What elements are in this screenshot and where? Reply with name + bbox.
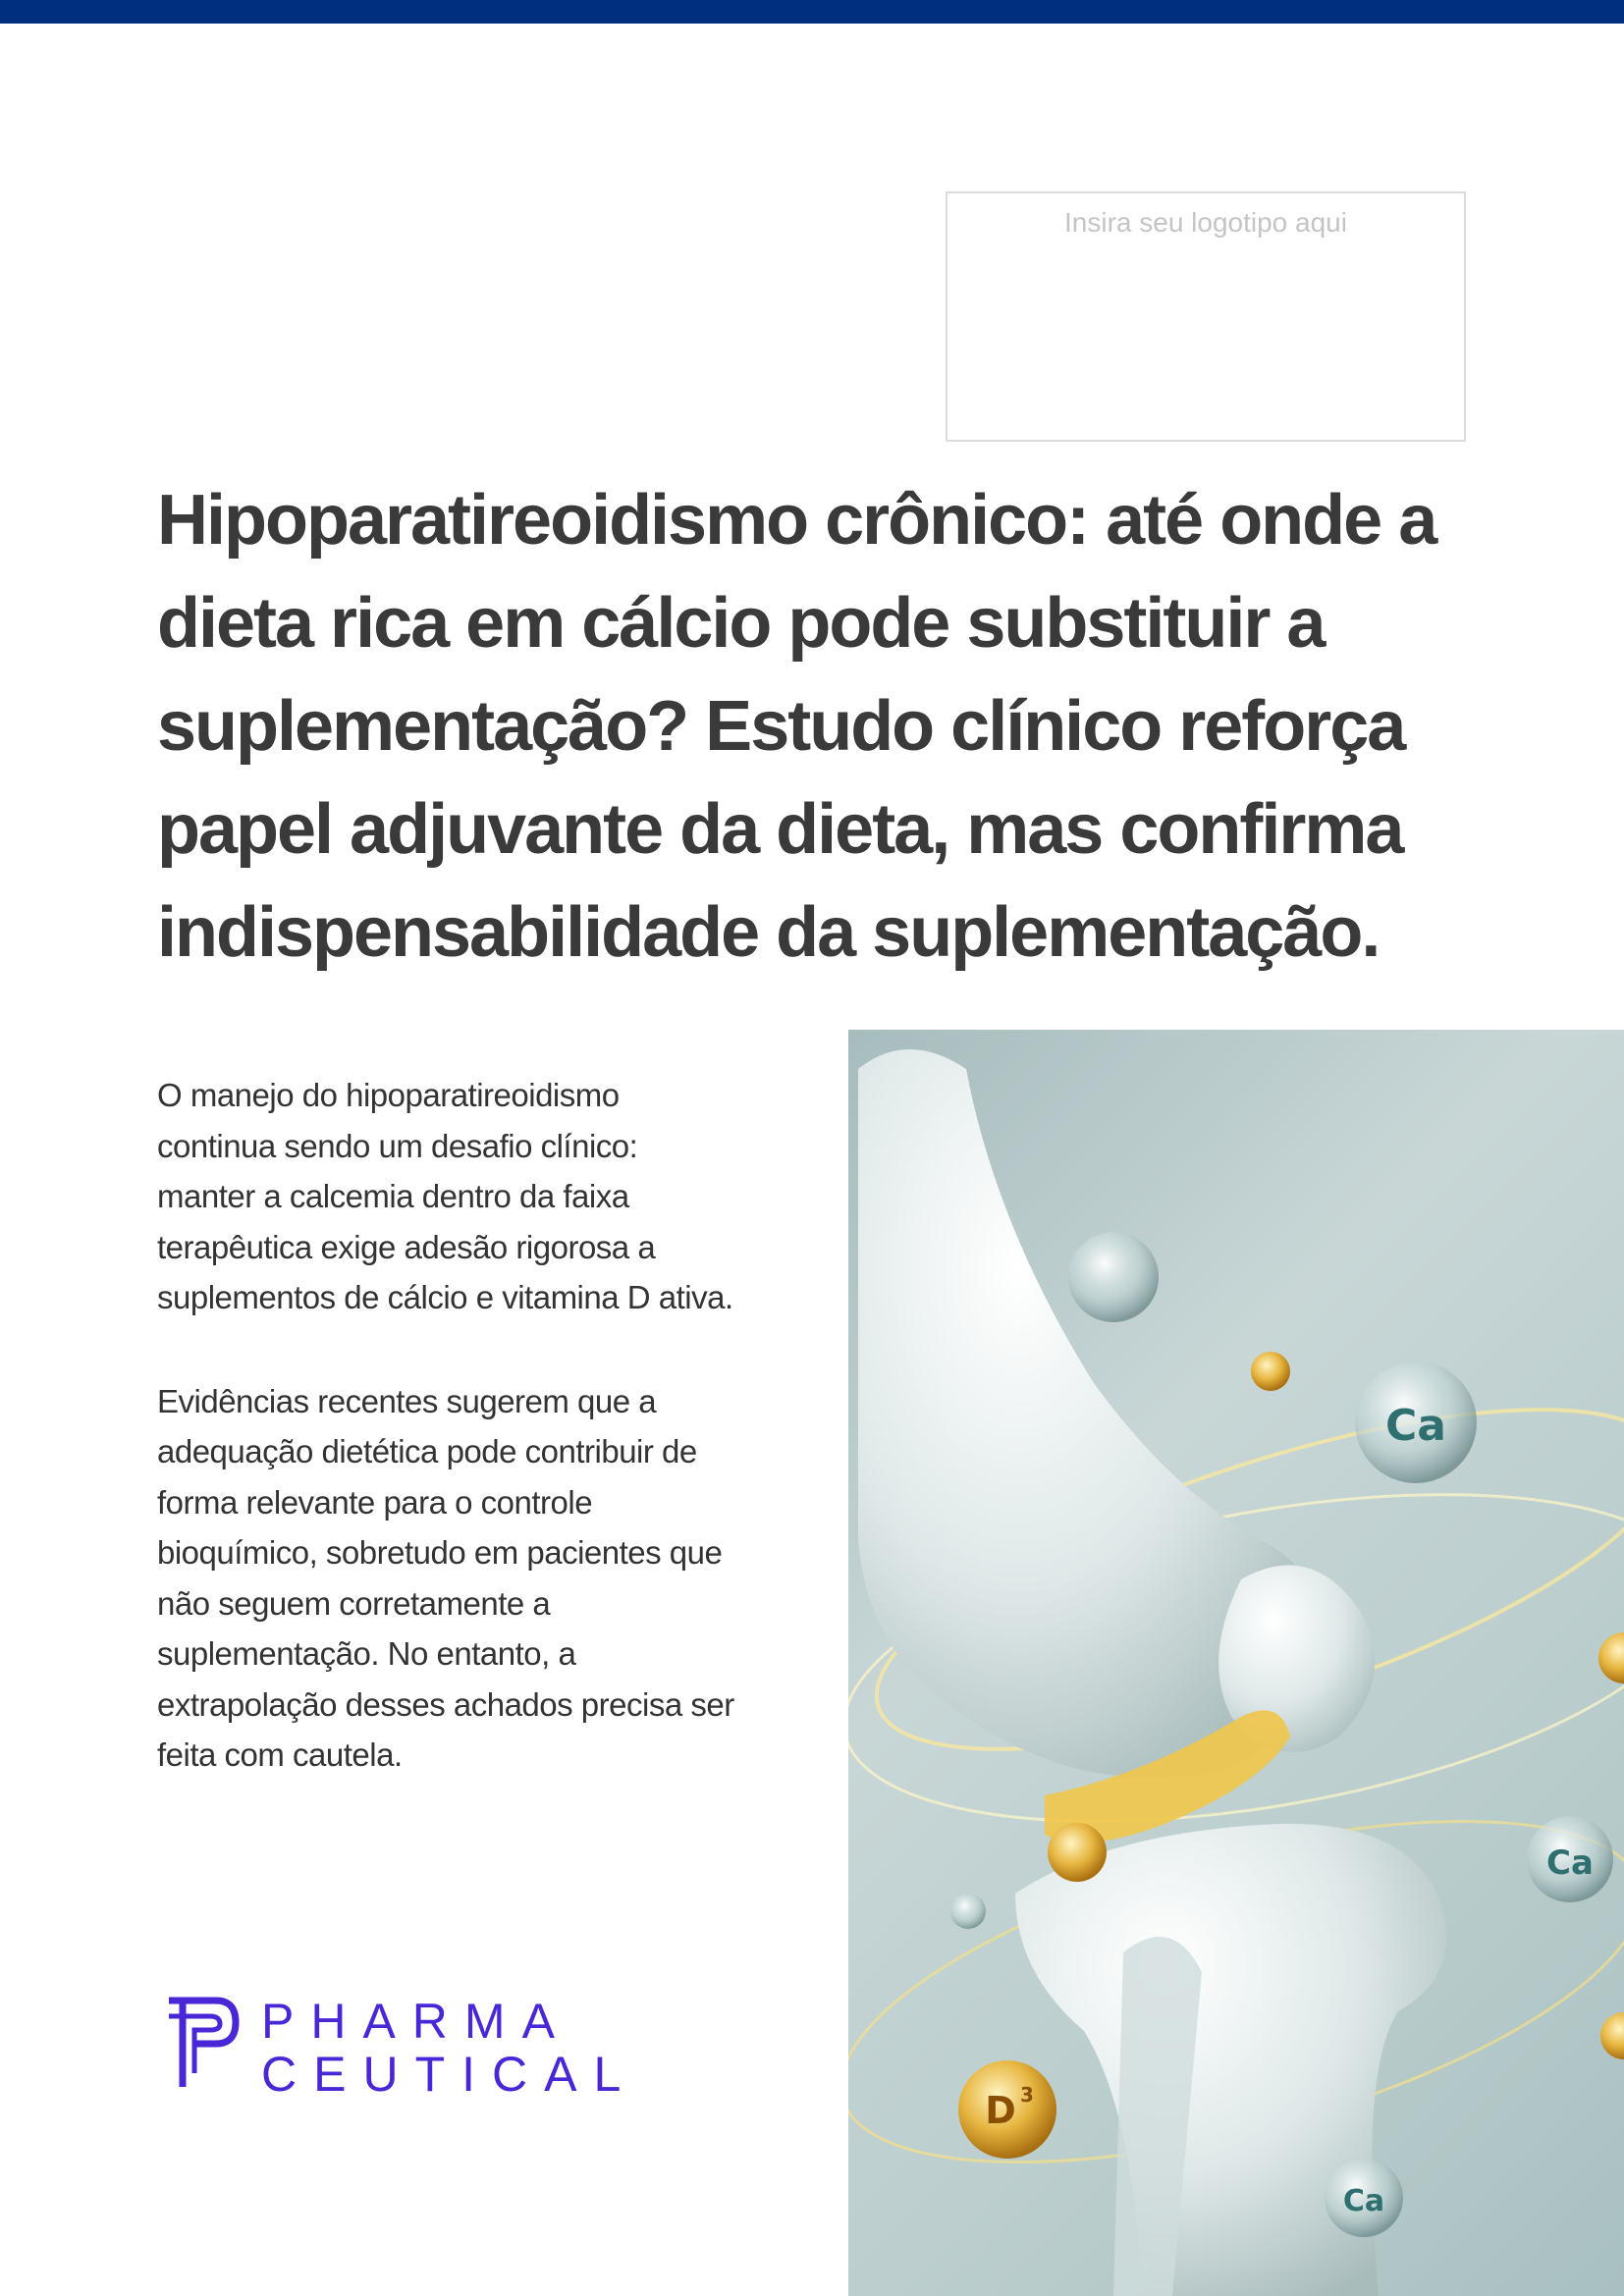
article-body [157,1070,736,1834]
d3-label: D [985,2089,1016,2132]
ca-label-3: Ca [1342,2184,1385,2218]
top-accent-bar [0,0,1624,24]
ca-label-2: Ca [1546,1843,1594,1883]
paragraph-2: Evidências recentes sugerem que a adequação dietética pode contribuir de forma relevante para o controle bioquímico, sobretudo em pacientes que não seguem corretamente a suplementação. No entanto, a extrapolação desses achados precisa ser feita com cautela. [157,1382,734,1773]
page-title: Hipoparatireoidismo crônico: até onde a dieta rica em cálcio pode substituir a suplementação? Estudo clínico reforça papel adjuvante da dieta, mas confirma indispensabilidade da suplementação. [157,481,1436,972]
paragraph-1: O manejo do hipoparatireoidismo continua sendo um desafio clínico: manter a calcemia dentro da faixa terapêutica exige adesão rigorosa a suplementos de cálcio e vitamina D ativa. [157,1077,733,1315]
d3-superscript: 3 [1020,2083,1034,2107]
logo-placeholder-text: Insira seu logotipo aqui [1064,207,1347,238]
ca-label-1: Ca [1385,1401,1446,1451]
brand-logo [165,1994,638,2102]
brand-monogram-icon [165,1995,244,2093]
logo-placeholder [946,191,1466,442]
brand-name-line2: CEUTICAL [261,2047,638,2102]
hero-image-knee-joint [848,1030,1624,2296]
brand-name-line1: PHARMA [261,1994,571,2049]
